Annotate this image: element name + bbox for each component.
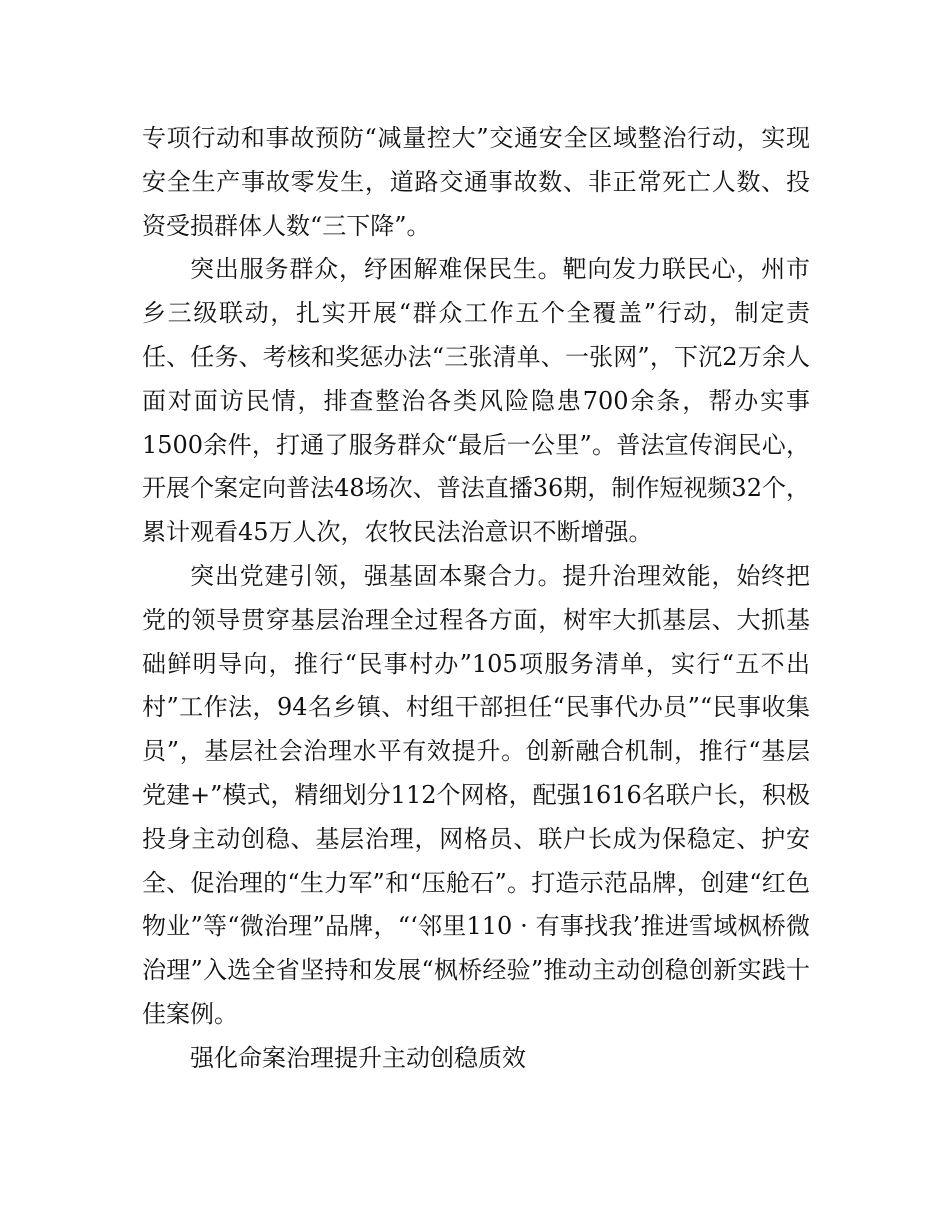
- document-body: [142, 117, 810, 1081]
- paragraph-party-building: 突出党建引领，强基固本聚合力。提升治理效能，始终把党的领导贯穿基层治理全过程各方面，树牢大抓基层、大抓基础鲜明导向，推行“民事村办”105项服务清单，实行“五不出村”工作法，94名乡镇、村组干部担任“民事代办员”“民事收集员”，基层社会治理水平有效提升。创新融合机制，推行“基层党建+”模式，精细划分112个网格，配强1616名联户长，积极投身主动创稳、基层治理，网格员、联户长成为保稳定、护安全、促治理的“生力军”和“压舱石”。打造示范品牌，创建“红色物业”等“微治理”品牌，“‘邻里110 · 有事找我’推进雪域枫桥微治理”入选全省坚持和发展“枫桥经验”推动主动创稳创新实践十佳案例。: [142, 561, 810, 1028]
- paragraph-continuation: 专项行动和事故预防“减量控大”交通安全区域整治行动，实现安全生产事故零发生，道路交通事故数、非正常死亡人数、投资受损群体人数“三下降”。: [142, 124, 810, 240]
- section-heading: 强化命案治理提升主动创稳质效: [190, 1043, 526, 1072]
- paragraph-serve-masses: 突出服务群众，纾困解难保民生。靶向发力联民心，州市乡三级联动，扎实开展“群众工作五个全覆盖”行动，制定责任、任务、考核和奖惩办法“三张清单、一张网”，下沉2万余人面对面访民情，排查整治各类风险隐患700余条，帮办实事1500余件，打通了服务群众“最后一公里”。普法宣传润民心，开展个案定向普法48场次、普法直播36期，制作短视频32个，累计观看45万人次，农牧民法治意识不断增强。: [142, 255, 810, 547]
